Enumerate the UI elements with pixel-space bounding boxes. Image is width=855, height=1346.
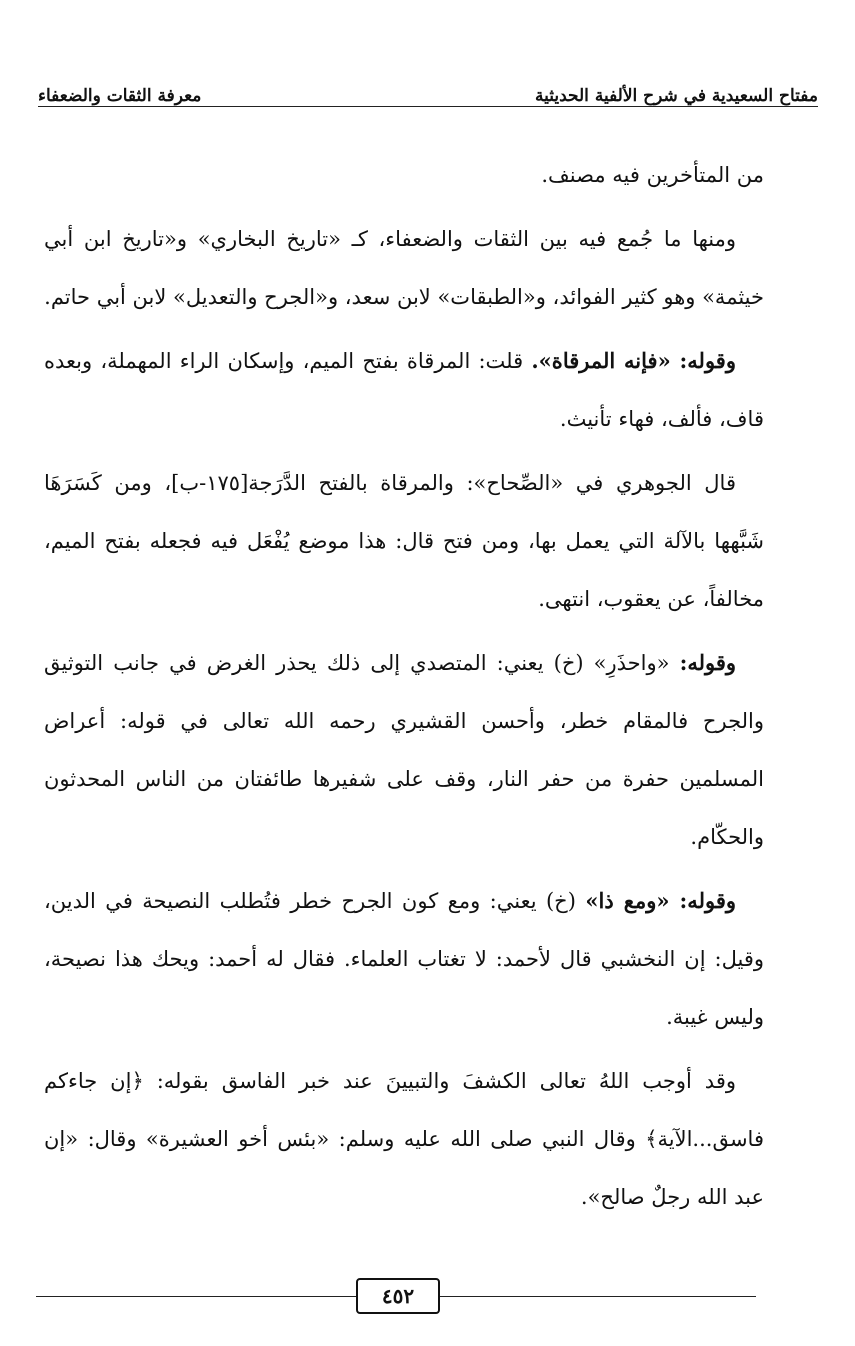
paragraph-text: (خ) يعني: ومع كون الجرح خطر فتُطلب النصيحة في الدين، وقيل: إن النخشبي قال لأحمد: لا تغتاب العلماء. فقال له أحمد: ويحك هذا نصيحة، وليس غيبة. <box>44 889 764 1029</box>
paragraph-5 <box>44 634 764 866</box>
paragraph-lead: وقوله: «فإنه المرقاة». <box>531 348 736 373</box>
paragraph-1 <box>44 146 764 204</box>
paragraph-3 <box>44 332 764 448</box>
paragraph-text: من المتأخرين فيه مصنف. <box>541 163 764 187</box>
paragraph-2 <box>44 210 764 326</box>
paragraph-text: قال الجوهري في «الصِّحاح»: والمرقاة بالفتح الدَّرَجة[١٧٥-ب]، ومن كَسَرَهَا شَبَّهها بالآلة التي يعمل بها، ومن فتح قال: هذا موضع يُفْعَل فيه فجعله بفتح الميم، مخالفاً، عن يعقوب، انتهى. <box>44 471 764 611</box>
body-text <box>44 146 764 1232</box>
paragraph-text: قلت: المرقاة بفتح الميم، وإسكان الراء المهملة، وبعده قاف، فألف، فهاء تأنيث. <box>44 349 764 431</box>
paragraph-4 <box>44 454 764 628</box>
paragraph-6 <box>44 872 764 1046</box>
paragraph-lead: وقوله: <box>679 650 736 675</box>
paragraph-7 <box>44 1052 764 1226</box>
page-number: ٤٥٢ <box>356 1278 440 1314</box>
page-footer <box>36 1276 756 1316</box>
paragraph-text: ومنها ما جُمع فيه بين الثقات والضعفاء، كـ «تاريخ البخاري» و«تاريخ ابن أبي خيثمة» وهو كثير الفوائد، و«الطبقات» لابن سعد، و«الجرح والتعديل» لابن أبي حاتم. <box>44 227 764 309</box>
header-book-title: مفتاح السعيدية في شرح الألفية الحديثية <box>529 86 818 106</box>
running-header <box>38 86 818 120</box>
paragraph-lead: وقوله: «ومع ذا» <box>585 888 736 913</box>
header-chapter-title: معرفة الثقات والضعفاء <box>38 86 207 106</box>
paragraph-text: وقد أوجب اللهُ تعالى الكشفَ والتبيينَ عند خبر الفاسق بقوله: ﴿إن جاءكم فاسق...الآية﴾ وقال النبي صلى الله عليه وسلم: «بئس أخو العشيرة» وقال: «إن عبد الله رجلٌ صالح». <box>44 1069 764 1209</box>
paragraph-text: «واحذَرِ» (خ) يعني: المتصدي إلى ذلك يحذر الغرض في جانب التوثيق والجرح فالمقام خطر، وأحسن القشيري رحمه الله تعالى في قوله: أعراض المسلمين حفرة من حفر النار، وقف على شفيرها طائفتان من الناس المحدثون والحكّام. <box>44 651 764 849</box>
